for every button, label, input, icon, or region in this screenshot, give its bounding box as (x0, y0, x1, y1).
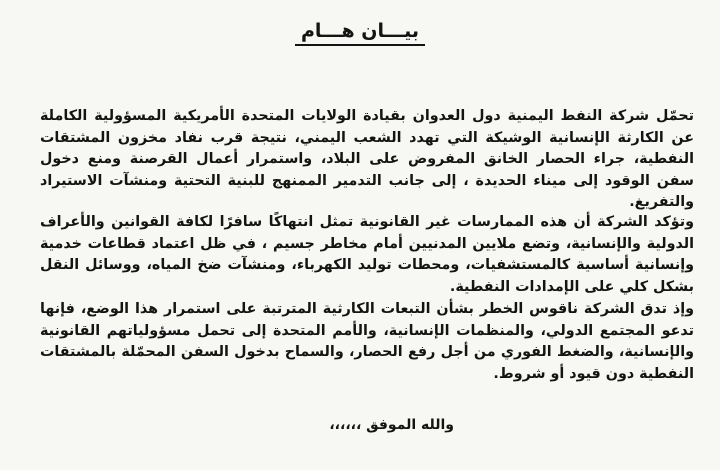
document-title (0, 20, 720, 42)
paragraph-1: تحمّل شركة النفط اليمنية دول العدوان بقيادة الولايات المتحدة الأمريكية المسؤولية الكاملة عن الكارثة الإنسانية الوشيكة التي تهدد الشعب اليمني، نتيجة قرب نفاد مخزون المشتقات النفطية، جراء الحصار الخانق المفروض على البلاد، واستمرار أعمال القرصنة ومنع دخول سفن الوقود إلى ميناء الحديدة ، إلى جانب التدمير الممنهج للبنية التحتية ومنشآت الاستيراد والتفريغ. (40, 108, 694, 211)
paragraph-3: وإذ تدق الشركة ناقوس الخطر بشأن التبعات الكارثية المترتبة على استمرار هذا الوضع، فإنها تدعو المجتمع الدولي، والمنظمات الإنسانية، والأمم المتحدة إلى تحمل مسؤولياتهم القانونية والإنسانية، والضغط الفوري من أجل رفع الحصار، والسماح بدخول السفن المحمّلة بالمشتقات النفطية دون قيود أو شروط. (40, 301, 694, 382)
closing-line: والله الموفق ،،،،،، (329, 417, 454, 433)
paragraph-2: وتؤكد الشركة أن هذه الممارسات غير القانونية تمثل انتهاكًا سافرًا لكافة القوانين والأعراف الدولية والإنسانية، وتضع ملايين المدنيين أمام مخاطر جسيم ، في ظل اعتماد قطاعات خدمية وإنسانية أساسية كالمستشفيات، ومحطات توليد الكهرباء، ومنشآت ضخ المياه، ووسائل النقل بشكل كلي على الإمدادات النفطية. (40, 214, 694, 295)
document-title-text: بيـــان هـــام (295, 20, 425, 46)
